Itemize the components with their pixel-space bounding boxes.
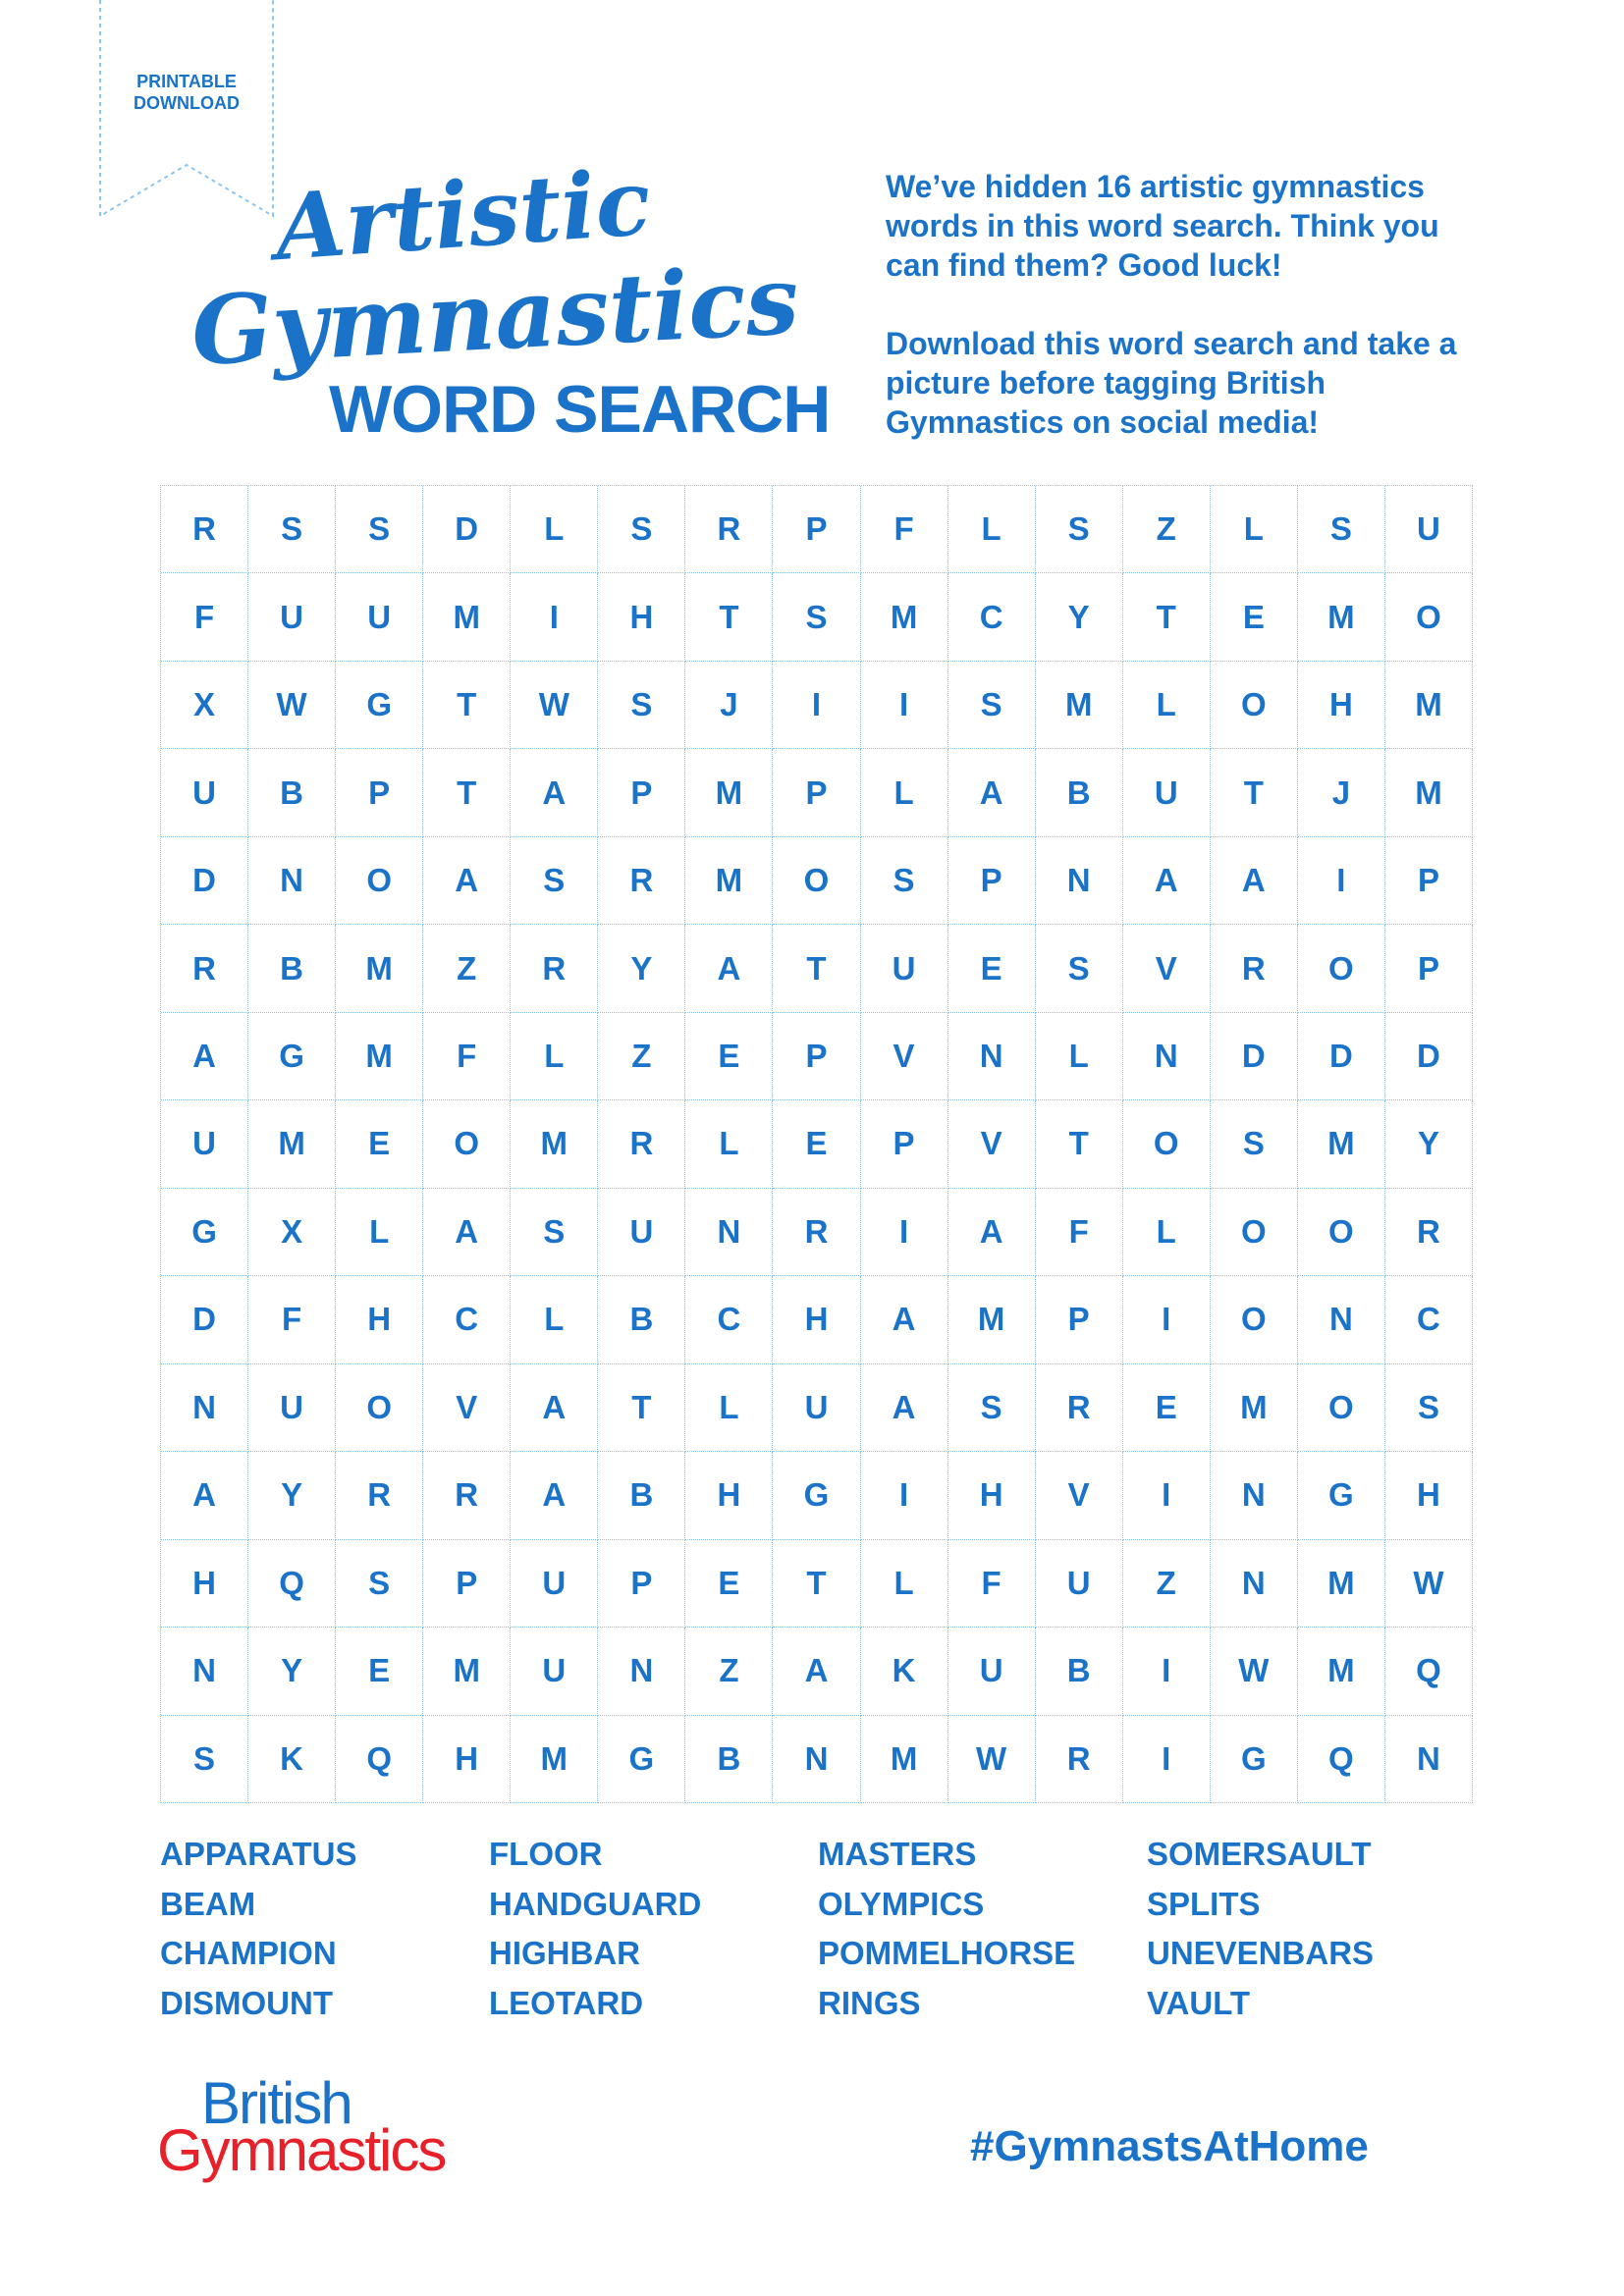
grid-cell: M	[948, 1276, 1036, 1363]
grid-cell: J	[685, 662, 773, 749]
word-list-item: POMMELHORSE	[818, 1935, 1076, 1971]
grid-cell: Z	[598, 1013, 685, 1100]
grid-cell: E	[948, 925, 1036, 1012]
grid-cell: D	[1298, 1013, 1385, 1100]
grid-cell: I	[1123, 1716, 1211, 1803]
word-list-item: CHAMPION	[160, 1935, 337, 1971]
grid-cell: T	[685, 573, 773, 661]
grid-cell: D	[161, 1276, 248, 1363]
grid-cell: R	[1385, 1189, 1473, 1276]
word-list-item: APPARATUS	[160, 1836, 357, 1872]
grid-cell: L	[861, 749, 948, 836]
grid-cell: P	[598, 749, 685, 836]
grid-cell: G	[1298, 1452, 1385, 1539]
grid-cell: E	[1211, 573, 1298, 661]
grid-cell: G	[1211, 1716, 1298, 1803]
grid-cell: R	[161, 925, 248, 1012]
grid-cell: H	[685, 1452, 773, 1539]
grid-cell: O	[1211, 1189, 1298, 1276]
grid-cell: N	[161, 1628, 248, 1715]
grid-cell: Z	[1123, 1540, 1211, 1628]
grid-cell: U	[773, 1364, 860, 1452]
grid-cell: E	[336, 1628, 423, 1715]
grid-cell: U	[598, 1189, 685, 1276]
word-list-item: LEOTARD	[489, 1984, 644, 2021]
grid-cell: U	[1123, 749, 1211, 836]
grid-cell: P	[1385, 837, 1473, 925]
grid-cell: R	[598, 1100, 685, 1188]
ribbon-label	[98, 71, 275, 114]
grid-cell: P	[1036, 1276, 1123, 1363]
grid-cell: N	[248, 837, 336, 925]
grid-cell: L	[861, 1540, 948, 1628]
ribbon-line-2: DOWNLOAD	[134, 93, 240, 113]
word-list-item: MASTERS	[818, 1836, 977, 1872]
grid-cell: G	[773, 1452, 860, 1539]
grid-cell: T	[773, 925, 860, 1012]
word-list-item: HIGHBAR	[489, 1935, 640, 1971]
grid-cell: O	[773, 837, 860, 925]
grid-cell: I	[773, 662, 860, 749]
grid-cell: X	[161, 662, 248, 749]
grid-cell: I	[861, 662, 948, 749]
grid-cell: N	[948, 1013, 1036, 1100]
grid-cell: O	[1211, 1276, 1298, 1363]
grid-cell: P	[861, 1100, 948, 1188]
grid-cell: U	[161, 749, 248, 836]
grid-cell: R	[685, 486, 773, 573]
grid-cell: P	[948, 837, 1036, 925]
grid-cell: Y	[248, 1452, 336, 1539]
grid-cell: S	[1036, 486, 1123, 573]
grid-cell: C	[1385, 1276, 1473, 1363]
grid-cell: S	[598, 486, 685, 573]
grid-cell: W	[511, 662, 598, 749]
grid-cell: C	[685, 1276, 773, 1363]
grid-cell: B	[1036, 1628, 1123, 1715]
grid-cell: R	[598, 837, 685, 925]
grid-cell: R	[1211, 925, 1298, 1012]
grid-cell: U	[861, 925, 948, 1012]
grid-cell: V	[1036, 1452, 1123, 1539]
grid-cell: A	[423, 837, 511, 925]
grid-cell: P	[1385, 925, 1473, 1012]
grid-cell: M	[1211, 1364, 1298, 1452]
grid-cell: N	[773, 1716, 860, 1803]
grid-cell: N	[1211, 1452, 1298, 1539]
grid-cell: N	[1123, 1013, 1211, 1100]
grid-cell: N	[1298, 1276, 1385, 1363]
british-gymnastics-logo	[157, 2070, 446, 2183]
grid-cell: S	[161, 1716, 248, 1803]
grid-cell: I	[861, 1452, 948, 1539]
grid-cell: I	[1123, 1276, 1211, 1363]
grid-cell: G	[598, 1716, 685, 1803]
word-list-item: SPLITS	[1147, 1885, 1261, 1922]
grid-cell: L	[511, 1013, 598, 1100]
grid-cell: S	[948, 1364, 1036, 1452]
grid-cell: O	[336, 837, 423, 925]
word-list-item: VAULT	[1147, 1984, 1251, 2021]
grid-cell: B	[1036, 749, 1123, 836]
grid-cell: P	[598, 1540, 685, 1628]
grid-cell: L	[511, 486, 598, 573]
grid-cell: I	[1123, 1452, 1211, 1539]
grid-cell: G	[336, 662, 423, 749]
grid-cell: S	[598, 662, 685, 749]
grid-cell: N	[1211, 1540, 1298, 1628]
grid-cell: L	[336, 1189, 423, 1276]
intro-paragraph-1: We’ve hidden 16 artistic gymnastics words in this word search. Think you can find them? Good luck!	[886, 169, 1439, 283]
grid-cell: U	[1036, 1540, 1123, 1628]
grid-cell: L	[685, 1364, 773, 1452]
grid-cell: E	[773, 1100, 860, 1188]
grid-cell: M	[685, 837, 773, 925]
grid-cell: Q	[1385, 1628, 1473, 1715]
grid-cell: U	[948, 1628, 1036, 1715]
grid-cell: D	[1385, 1013, 1473, 1100]
grid-cell: O	[1298, 1364, 1385, 1452]
grid-cell: M	[336, 1013, 423, 1100]
grid-cell: M	[1298, 1100, 1385, 1188]
grid-cell: U	[336, 573, 423, 661]
grid-cell: Y	[248, 1628, 336, 1715]
word-list-item: RINGS	[818, 1984, 921, 2021]
grid-cell: L	[1123, 662, 1211, 749]
word-list-item: HANDGUARD	[489, 1885, 702, 1922]
word-list-item: OLYMPICS	[818, 1885, 985, 1922]
grid-cell: T	[423, 749, 511, 836]
grid-cell: M	[1385, 749, 1473, 836]
grid-cell: P	[336, 749, 423, 836]
grid-cell: A	[511, 749, 598, 836]
grid-cell: A	[1211, 837, 1298, 925]
grid-cell: P	[773, 486, 860, 573]
grid-cell: E	[1123, 1364, 1211, 1452]
grid-cell: N	[1385, 1716, 1473, 1803]
grid-cell: I	[1298, 837, 1385, 925]
ribbon-line-1: PRINTABLE	[136, 72, 237, 91]
grid-cell: R	[161, 486, 248, 573]
grid-cell: A	[861, 1276, 948, 1363]
grid-cell: Y	[1385, 1100, 1473, 1188]
grid-cell: S	[1211, 1100, 1298, 1188]
grid-cell: M	[861, 573, 948, 661]
grid-cell: D	[423, 486, 511, 573]
grid-cell: S	[1385, 1364, 1473, 1452]
grid-cell: S	[511, 1189, 598, 1276]
grid-cell: O	[1298, 925, 1385, 1012]
grid-cell: K	[861, 1628, 948, 1715]
grid-cell: A	[511, 1364, 598, 1452]
grid-cell: S	[773, 573, 860, 661]
grid-cell: N	[685, 1189, 773, 1276]
grid-cell: M	[511, 1716, 598, 1803]
grid-cell: G	[161, 1189, 248, 1276]
title-gymnastics: Gymnastics	[189, 243, 802, 388]
grid-cell: S	[248, 486, 336, 573]
grid-cell: A	[1123, 837, 1211, 925]
grid-cell: U	[248, 1364, 336, 1452]
grid-cell: M	[1298, 1628, 1385, 1715]
grid-cell: O	[336, 1364, 423, 1452]
grid-cell: B	[685, 1716, 773, 1803]
grid-cell: L	[1211, 486, 1298, 573]
grid-cell: W	[1385, 1540, 1473, 1628]
grid-cell: M	[336, 925, 423, 1012]
intro-paragraph-2: Download this word search and take a picture before tagging British Gymnastics on social media!	[886, 326, 1457, 440]
grid-cell: H	[948, 1452, 1036, 1539]
grid-cell: W	[1211, 1628, 1298, 1715]
grid-cell: A	[861, 1364, 948, 1452]
word-search-grid	[160, 485, 1473, 1803]
word-list-item: DISMOUNT	[160, 1984, 333, 2021]
grid-cell: W	[948, 1716, 1036, 1803]
grid-cell: A	[161, 1452, 248, 1539]
word-list-item: UNEVENBARS	[1147, 1935, 1375, 1971]
grid-cell: M	[423, 573, 511, 661]
word-list	[160, 1830, 1472, 2028]
grid-cell: N	[161, 1364, 248, 1452]
grid-cell: S	[948, 662, 1036, 749]
grid-cell: F	[423, 1013, 511, 1100]
grid-cell: P	[773, 749, 860, 836]
grid-cell: L	[685, 1100, 773, 1188]
grid-cell: H	[423, 1716, 511, 1803]
grid-cell: T	[1123, 573, 1211, 661]
grid-cell: E	[336, 1100, 423, 1188]
grid-cell: M	[1298, 573, 1385, 661]
grid-cell: H	[1385, 1452, 1473, 1539]
grid-cell: Y	[1036, 573, 1123, 661]
grid-cell: M	[423, 1628, 511, 1715]
grid-cell: H	[336, 1276, 423, 1363]
title-artistic: Artistic	[271, 148, 654, 282]
grid-cell: M	[685, 749, 773, 836]
grid-cell: O	[1385, 573, 1473, 661]
title-word-search: WORD SEARCH	[329, 372, 831, 447]
grid-cell: E	[685, 1013, 773, 1100]
grid-cell: A	[161, 1013, 248, 1100]
grid-cell: S	[1036, 925, 1123, 1012]
grid-cell: N	[1036, 837, 1123, 925]
grid-cell: C	[948, 573, 1036, 661]
grid-cell: B	[598, 1276, 685, 1363]
grid-cell: G	[248, 1013, 336, 1100]
grid-cell: F	[948, 1540, 1036, 1628]
grid-cell: I	[511, 573, 598, 661]
grid-cell: R	[423, 1452, 511, 1539]
grid-cell: U	[248, 573, 336, 661]
grid-cell: J	[1298, 749, 1385, 836]
grid-cell: X	[248, 1189, 336, 1276]
grid-cell: V	[861, 1013, 948, 1100]
grid-cell: A	[511, 1452, 598, 1539]
grid-cell: F	[248, 1276, 336, 1363]
grid-cell: Z	[685, 1628, 773, 1715]
grid-cell: T	[1211, 749, 1298, 836]
grid-cell: S	[1298, 486, 1385, 573]
grid-cell: T	[1036, 1100, 1123, 1188]
grid-cell: V	[423, 1364, 511, 1452]
grid-cell: V	[948, 1100, 1036, 1188]
grid-cell: T	[598, 1364, 685, 1452]
grid-cell: Z	[1123, 486, 1211, 573]
grid-cell: Q	[1298, 1716, 1385, 1803]
grid-cell: A	[685, 925, 773, 1012]
grid-cell: O	[1123, 1100, 1211, 1188]
word-list-item: BEAM	[160, 1885, 256, 1922]
grid-cell: Z	[423, 925, 511, 1012]
grid-cell: L	[1123, 1189, 1211, 1276]
grid-cell: K	[248, 1716, 336, 1803]
grid-cell: A	[773, 1628, 860, 1715]
grid-cell: Q	[336, 1716, 423, 1803]
grid-cell: S	[511, 837, 598, 925]
grid-cell: H	[161, 1540, 248, 1628]
grid-cell: O	[423, 1100, 511, 1188]
grid-cell: H	[598, 573, 685, 661]
grid-cell: U	[511, 1628, 598, 1715]
grid-cell: S	[336, 486, 423, 573]
grid-cell: F	[161, 573, 248, 661]
grid-cell: L	[1036, 1013, 1123, 1100]
grid-cell: U	[511, 1540, 598, 1628]
logo-gymnastics: Gymnastics	[157, 2117, 446, 2183]
grid-cell: S	[861, 837, 948, 925]
grid-cell: W	[248, 662, 336, 749]
grid-cell: I	[861, 1189, 948, 1276]
grid-cell: M	[511, 1100, 598, 1188]
word-list-item: FLOOR	[489, 1836, 603, 1872]
grid-cell: U	[161, 1100, 248, 1188]
hashtag: #GymnastsAtHome	[970, 2122, 1369, 2170]
grid-cell: D	[161, 837, 248, 925]
grid-cell: O	[1298, 1189, 1385, 1276]
grid-cell: S	[336, 1540, 423, 1628]
grid-cell: Y	[598, 925, 685, 1012]
grid-cell: B	[248, 925, 336, 1012]
grid-cell: B	[598, 1452, 685, 1539]
grid-cell: H	[1298, 662, 1385, 749]
grid-cell: A	[948, 1189, 1036, 1276]
grid-cell: P	[423, 1540, 511, 1628]
grid-cell: T	[773, 1540, 860, 1628]
grid-cell: R	[1036, 1364, 1123, 1452]
grid-cell: T	[423, 662, 511, 749]
grid-cell: C	[423, 1276, 511, 1363]
grid-cell: O	[1211, 662, 1298, 749]
grid-cell: H	[773, 1276, 860, 1363]
grid-cell: N	[598, 1628, 685, 1715]
grid-cell: B	[248, 749, 336, 836]
grid-cell: M	[861, 1716, 948, 1803]
grid-cell: F	[1036, 1189, 1123, 1276]
grid-cell: M	[248, 1100, 336, 1188]
grid-cell: A	[948, 749, 1036, 836]
grid-cell: F	[861, 486, 948, 573]
grid-cell: Q	[248, 1540, 336, 1628]
grid-cell: R	[1036, 1716, 1123, 1803]
word-list-item: SOMERSAULT	[1147, 1836, 1372, 1872]
grid-cell: R	[511, 925, 598, 1012]
grid-cell: L	[511, 1276, 598, 1363]
grid-cell: E	[685, 1540, 773, 1628]
grid-cell: R	[773, 1189, 860, 1276]
grid-cell: M	[1036, 662, 1123, 749]
grid-cell: I	[1123, 1628, 1211, 1715]
logo-british: British	[201, 2070, 352, 2136]
grid-cell: U	[1385, 486, 1473, 573]
grid-cell: A	[423, 1189, 511, 1276]
grid-cell: M	[1385, 662, 1473, 749]
grid-cell: P	[773, 1013, 860, 1100]
grid-cell: M	[1298, 1540, 1385, 1628]
grid-cell: R	[336, 1452, 423, 1539]
grid-cell: V	[1123, 925, 1211, 1012]
grid-cell: D	[1211, 1013, 1298, 1100]
grid-cell: L	[948, 486, 1036, 573]
